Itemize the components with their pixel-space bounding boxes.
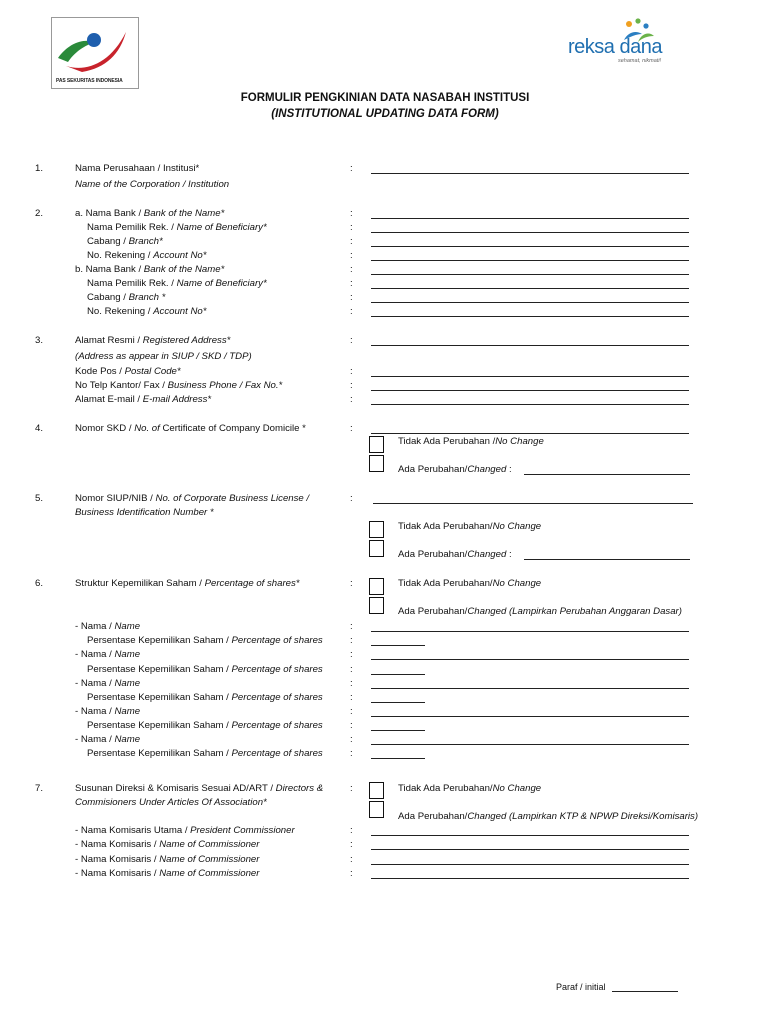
colon: : <box>350 578 353 589</box>
colon: : <box>350 423 353 434</box>
commissioner-label: - Nama Komisaris / Name of Commissioner <box>75 839 260 850</box>
section-5-number: 5. <box>35 493 44 504</box>
reksa-dana-wordmark: reksa dana <box>568 36 662 58</box>
siup-field[interactable] <box>373 503 693 504</box>
pas-logo <box>51 17 139 89</box>
siup-no-change-label: Tidak Ada Perubahan/No Change <box>398 521 542 532</box>
shareholder-pct-field[interactable] <box>371 730 425 731</box>
address-label: Alamat Resmi / Registered Address* <box>75 335 231 346</box>
directors-no-change-checkbox[interactable] <box>369 782 384 799</box>
bank-a-label: a. Nama Bank / Bank of the Name* <box>75 208 225 219</box>
shareholder-pct-field[interactable] <box>371 645 425 646</box>
skd-field[interactable] <box>371 433 689 434</box>
section-6-number: 6. <box>35 578 44 589</box>
account-b-field[interactable] <box>371 316 689 317</box>
colon: : <box>350 335 353 346</box>
colon: : <box>350 222 353 233</box>
colon: : <box>350 621 353 632</box>
branch-a-field[interactable] <box>371 246 689 247</box>
pas-swoosh-icon <box>52 18 138 78</box>
zip-label: Kode Pos / Postal Code* <box>75 366 181 377</box>
colon: : <box>350 366 353 377</box>
commissioner-label: - Nama Komisaris / Name of Commissioner <box>75 854 260 865</box>
bank-a-field[interactable] <box>371 218 689 219</box>
president-commissioner-label: - Nama Komisaris Utama / President Commissioner <box>75 825 295 836</box>
corporation-name-field[interactable] <box>371 173 689 174</box>
directors-label-en: Commisioners Under Articles Of Association* <box>75 797 267 808</box>
branch-a-label: Cabang / Branch* <box>87 236 163 247</box>
form-subtitle: (INSTITUTIONAL UPDATING DATA FORM) <box>271 108 499 120</box>
skd-no-change-label: Tidak Ada Perubahan /No Change <box>398 436 544 447</box>
pas-logo-caption: PAS SEKURITAS INDONESIA <box>56 78 123 84</box>
siup-changed-label: Ada Perubahan/Changed : <box>398 549 512 560</box>
corporation-name-label: Nama Perusahaan / Institusi* <box>75 163 200 174</box>
holder-b-field[interactable] <box>371 288 689 289</box>
skd-no-change-checkbox[interactable] <box>369 436 384 453</box>
colon: : <box>350 635 353 646</box>
colon: : <box>350 649 353 660</box>
colon: : <box>350 868 353 879</box>
commissioner-label: - Nama Komisaris / Name of Commissioner <box>75 868 260 879</box>
colon: : <box>350 264 353 275</box>
shareholder-name-field[interactable] <box>371 659 689 660</box>
initial-label: Paraf / initial <box>556 982 606 992</box>
section-3-number: 3. <box>35 335 44 346</box>
shareholder-pct-label: Persentase Kepemilikan Saham / Percentage of shares <box>87 664 323 675</box>
colon: : <box>350 734 353 745</box>
reksa-dana-tagline: sehamat, nikmati! <box>618 58 662 64</box>
siup-changed-checkbox[interactable] <box>369 540 384 557</box>
siup-no-change-checkbox[interactable] <box>369 521 384 538</box>
colon: : <box>350 208 353 219</box>
siup-changed-field[interactable] <box>524 559 690 560</box>
siup-label-en: Business Identification Number * <box>75 507 214 518</box>
colon: : <box>350 236 353 247</box>
section-2-number: 2. <box>35 208 44 219</box>
shareholder-pct-label: Persentase Kepemilikan Saham / Percentage of shares <box>87 720 323 731</box>
form-title: FORMULIR PENGKINIAN DATA NASABAH INSTITUSI <box>240 92 530 104</box>
holder-b-label: Nama Pemilik Rek. / Name of Beneficiary* <box>87 278 267 289</box>
colon: : <box>350 380 353 391</box>
address-field[interactable] <box>371 345 689 346</box>
colon: : <box>350 394 353 405</box>
shareholder-pct-label: Persentase Kepemilikan Saham / Percentage of shares <box>87 748 323 759</box>
colon: : <box>350 706 353 717</box>
shareholder-name-field[interactable] <box>371 688 689 689</box>
shareholder-name-label: - Nama / Name <box>75 734 141 745</box>
shares-no-change-label: Tidak Ada Perubahan/No Change <box>398 578 542 589</box>
president-commissioner-field[interactable] <box>371 835 689 836</box>
shares-changed-checkbox[interactable] <box>369 597 384 614</box>
shareholder-pct-field[interactable] <box>371 702 425 703</box>
shareholder-name-label: - Nama / Name <box>75 678 141 689</box>
colon: : <box>350 839 353 850</box>
account-a-label: No. Rekening / Account No* <box>87 250 207 261</box>
phone-field[interactable] <box>371 390 689 391</box>
directors-label: Susunan Direksi & Komisaris Sesuai AD/ART / Directors & <box>75 783 324 794</box>
shareholder-name-field[interactable] <box>371 744 689 745</box>
colon: : <box>350 854 353 865</box>
commissioner-field[interactable] <box>371 878 689 879</box>
shareholder-pct-field[interactable] <box>371 758 425 759</box>
shareholder-name-label: - Nama / Name <box>75 706 141 717</box>
shareholder-name-label: - Nama / Name <box>75 621 141 632</box>
section-7-number: 7. <box>35 783 44 794</box>
colon: : <box>350 720 353 731</box>
corporation-name-label-en: Name of the Corporation / Institution <box>75 179 230 190</box>
commissioner-field[interactable] <box>371 849 689 850</box>
address-note: (Address as appear in SIUP / SKD / TDP) <box>75 351 252 362</box>
holder-a-field[interactable] <box>371 232 689 233</box>
shareholder-pct-label: Persentase Kepemilikan Saham / Percentage of shares <box>87 635 323 646</box>
colon: : <box>350 292 353 303</box>
shareholder-name-field[interactable] <box>371 716 689 717</box>
shareholder-pct-label: Persentase Kepemilikan Saham / Percentage of shares <box>87 692 323 703</box>
phone-label: No Telp Kantor/ Fax / Business Phone / Fax No.* <box>75 380 283 391</box>
colon: : <box>350 278 353 289</box>
colon: : <box>350 664 353 675</box>
email-label: Alamat E-mail / E-mail Address* <box>75 394 212 405</box>
holder-a-label: Nama Pemilik Rek. / Name of Beneficiary* <box>87 222 267 233</box>
shareholder-name-label: - Nama / Name <box>75 649 141 660</box>
colon: : <box>350 692 353 703</box>
shareholder-pct-field[interactable] <box>371 674 425 675</box>
bank-b-field[interactable] <box>371 274 689 275</box>
commissioner-field[interactable] <box>371 864 689 865</box>
directors-changed-label: Ada Perubahan/Changed (Lampirkan KTP & NPWP Direksi/Komisaris) <box>398 811 699 822</box>
branch-b-label: Cabang / Branch * <box>87 292 166 303</box>
colon: : <box>350 306 353 317</box>
initial-field[interactable] <box>612 991 678 992</box>
shares-changed-label: Ada Perubahan/Changed (Lampirkan Perubahan Anggaran Dasar) <box>398 606 682 617</box>
shares-no-change-checkbox[interactable] <box>369 578 384 595</box>
zip-field[interactable] <box>371 376 689 377</box>
shareholder-name-field[interactable] <box>371 631 689 632</box>
colon: : <box>350 163 353 174</box>
colon: : <box>350 825 353 836</box>
account-a-field[interactable] <box>371 260 689 261</box>
colon: : <box>350 250 353 261</box>
branch-b-field[interactable] <box>371 302 689 303</box>
shares-label: Struktur Kepemilikan Saham / Percentage of shares* <box>75 578 300 589</box>
directors-changed-checkbox[interactable] <box>369 801 384 818</box>
email-field[interactable] <box>371 404 689 405</box>
section-4-number: 4. <box>35 423 44 434</box>
directors-no-change-label: Tidak Ada Perubahan/No Change <box>398 783 542 794</box>
colon: : <box>350 748 353 759</box>
section-1-number: 1. <box>35 163 44 174</box>
skd-label: Nomor SKD / No. of Certificate of Company Domicile * <box>75 423 306 434</box>
skd-changed-checkbox[interactable] <box>369 455 384 472</box>
colon: : <box>350 493 353 504</box>
skd-changed-label: Ada Perubahan/Changed : <box>398 464 512 475</box>
skd-changed-field[interactable] <box>524 474 690 475</box>
bank-b-label: b. Nama Bank / Bank of the Name* <box>75 264 225 275</box>
reksa-dana-logo <box>566 18 678 70</box>
account-b-label: No. Rekening / Account No* <box>87 306 207 317</box>
siup-label: Nomor SIUP/NIB / No. of Corporate Business License / <box>75 493 310 504</box>
colon: : <box>350 678 353 689</box>
colon: : <box>350 783 353 794</box>
